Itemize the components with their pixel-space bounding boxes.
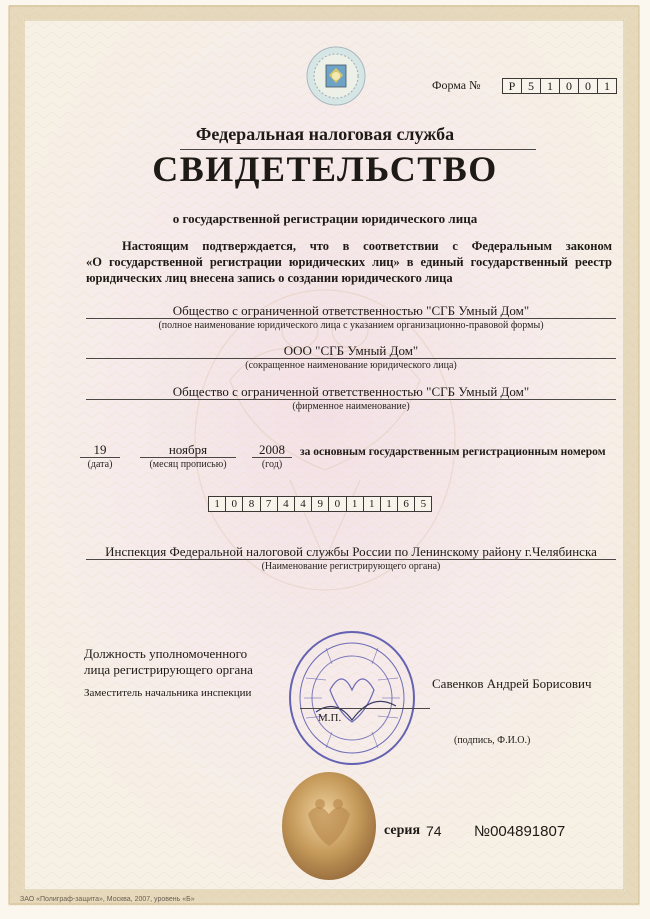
brand-name-line <box>86 399 616 400</box>
intro-paragraph <box>86 238 612 286</box>
brand-name-caption: (фирменное наименование) <box>292 401 410 412</box>
gold-seal-icon <box>280 770 378 882</box>
ogrn-digit: 0 <box>329 496 346 512</box>
authority-line <box>86 559 616 560</box>
full-name-caption: (полное наименование юридического лица с указанием организационно-правовой формы) <box>158 320 544 331</box>
ogrn-digit: 7 <box>261 496 278 512</box>
form-number-digit: 5 <box>522 78 541 94</box>
form-label: Форма № <box>432 78 481 92</box>
hologram-emblem-icon <box>300 45 372 107</box>
date-day: 19 <box>93 442 107 457</box>
date-month: ноября <box>168 442 208 457</box>
intro-line-2: «О государственной регистрации юридических лиц» в единый государственный реестр <box>86 255 612 269</box>
ogrn-digit: 8 <box>243 496 260 512</box>
ogrn-digit: 4 <box>278 496 295 512</box>
ogrn-digit: 1 <box>208 496 226 512</box>
position-value: Заместитель начальника инспекции <box>84 687 252 699</box>
ogrn-digit: 4 <box>295 496 312 512</box>
full-name-line <box>86 318 616 319</box>
form-number-digit: 1 <box>598 78 617 94</box>
ogrn-digit: 5 <box>415 496 432 512</box>
printer-footer: ЗАО «Полиграф-защита», Москва, 2007, уровень «Б» <box>20 896 195 903</box>
position-label-line-1: Должность уполномоченного <box>84 646 248 661</box>
form-number-digit: Р <box>502 78 522 94</box>
document-title: СВИДЕТЕЛЬСТВО <box>152 149 498 189</box>
date-year-line <box>252 457 292 458</box>
authority-caption: (Наименование регистрирующего органа) <box>261 561 441 572</box>
stamp-label: М.П. <box>318 712 342 724</box>
signatory-name: Савенков Андрей Борисович <box>432 676 592 691</box>
ogrn-digit: 9 <box>312 496 329 512</box>
authority-name: Инспекция Федеральной налоговой службы России по Ленинскому району г.Челябинска <box>105 544 597 559</box>
document-subtitle: о государственной регистрации юридического лица <box>172 211 478 226</box>
form-number-digit: 0 <box>579 78 598 94</box>
date-year: 2008 <box>259 442 285 457</box>
form-number-boxes <box>502 78 617 94</box>
form-number-digit: 1 <box>541 78 560 94</box>
short-name-caption: (сокращенное наименование юридического лица) <box>245 360 457 371</box>
date-year-caption: (год) <box>261 459 283 470</box>
ogrn-digit: 1 <box>364 496 381 512</box>
date-month-caption: (месяц прописью) <box>149 459 227 470</box>
intro-line-1: Настоящим подтверждается, что в соответствии с Федеральным законом <box>122 239 612 253</box>
ogrn-digit: 1 <box>381 496 398 512</box>
signature-line <box>300 708 430 709</box>
brand-name-value: Общество с ограниченной ответственностью "СГБ Умный Дом" <box>172 384 530 399</box>
official-stamp-icon <box>286 628 418 768</box>
date-day-line <box>80 457 120 458</box>
registration-text: за основным государственным регистрационным номером <box>300 446 606 458</box>
agency-name: Федеральная налоговая служба <box>195 124 455 144</box>
series-value: 74 <box>426 823 442 839</box>
date-month-line <box>140 457 236 458</box>
form-number-digit: 0 <box>560 78 579 94</box>
date-day-caption: (дата) <box>87 459 113 470</box>
ogrn-digit: 1 <box>347 496 364 512</box>
full-name-value: Общество с ограниченной ответственностью "СГБ Умный Дом" <box>172 303 530 318</box>
ogrn-digit: 0 <box>226 496 243 512</box>
certificate-number: №004891807 <box>474 823 566 840</box>
position-label <box>84 646 253 678</box>
intro-line-3: юридических лиц внесена запись о создании юридического лица <box>86 271 453 285</box>
position-label-line-2: лица регистрирующего органа <box>84 662 253 677</box>
ogrn-boxes <box>208 496 432 512</box>
series-label: серия <box>384 823 421 838</box>
ogrn-digit: 6 <box>398 496 415 512</box>
short-name-value: ООО "СГБ Умный Дом" <box>283 343 419 358</box>
sign-caption: (подпись, Ф.И.О.) <box>454 735 531 746</box>
short-name-line <box>86 358 616 359</box>
